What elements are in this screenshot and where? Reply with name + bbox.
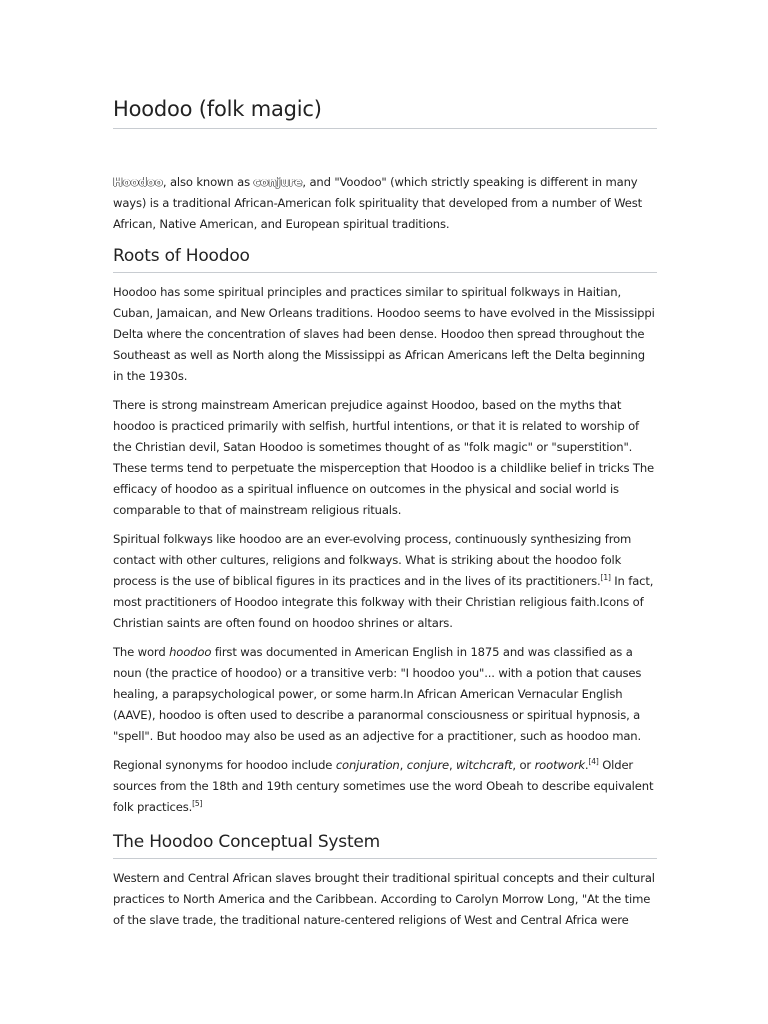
section-heading-roots: Roots of Hoodoo [113, 243, 657, 273]
system-paragraph-1: Western and Central African slaves brought their traditional spiritual concepts and their cultural practices to North America and the Caribbean. According to Carolyn Morrow Long, "At the time of the slave trade, the traditional nature-centered religions of West and Central Africa were [113, 871, 655, 927]
article-body [113, 94, 657, 939]
citation-4[interactable]: [4] [588, 757, 599, 767]
lead-term-conjure: conjure [253, 175, 303, 189]
roots-paragraph-1: Hoodoo has some spiritual principles and practices similar to spiritual folkways in Haitian, Cuban, Jamaican, and New Orleans traditions. Hoodoo seems to have evolved in the Mississippi Delta where the concentration of slaves had been dense. Hoodoo then spread throughout the Southeast as well as North along the Mississippi as African Americans left the Delta beginning in the 1930s. [113, 285, 655, 383]
lead-term-hoodoo: Hoodoo [113, 175, 163, 189]
roots-paragraph-2: There is strong mainstream American prejudice against Hoodoo, based on the myths that hoodoo is practiced primarily with selfish, hurtful intentions, or that it is related to worship of the Christian devil, Satan Hoodoo is sometimes thought of as "folk magic" or "superstition". These terms tend to perpetuate the misperception that Hoodoo is a childlike belief in tricks The efficacy of hoodoo as a spiritual influence on outcomes in the physical and social world is comparable to that of mainstream religious rituals. [113, 398, 655, 517]
section-heading-conceptual-system: The Hoodoo Conceptual System [113, 829, 657, 859]
roots-paragraph-5: Regional synonyms for hoodoo include conjuration, conjure, witchcraft, or rootwork.[4] Older sources from the 18th and 19th century sometimes use the word Obeah to describe equivalent folk practices.[5] [113, 757, 654, 814]
intro-paragraph: Hoodoo, also known as conjure, and "Voodoo" (which strictly speaking is different in many ways) is a traditional African-American folk spirituality that developed from a number of West African, Native American, and European spiritual traditions. [113, 175, 643, 231]
citation-1[interactable]: [1] [600, 573, 611, 583]
page-title: Hoodoo (folk magic) [113, 94, 657, 129]
citation-5[interactable]: [5] [192, 799, 203, 809]
roots-paragraph-4: The word hoodoo first was documented in American English in 1875 and was classified as a noun (the practice of hoodoo) or a transitive verb: "I hoodoo you"... with a potion that causes healing, a parapsychological power, or some harm.In African American Vernacular English (AAVE), hoodoo is often used to describe a paranormal consciousness or spiritual hypnosis, a "spell". But hoodoo may also be used as an adjective for a practitioner, such as hoodoo man. [113, 645, 642, 743]
roots-paragraph-3: Spiritual folkways like hoodoo are an ever-evolving process, continuously synthesizing from contact with other cultures, religions and folkways. What is striking about the hoodoo folk process is the use of biblical figures in its practices and in the lives of its practitioners.[1] In fact, most practitioners of Hoodoo integrate this folkway with their Christian religious faith.Icons of Christian saints are often found on hoodoo shrines or altars. [113, 532, 654, 630]
